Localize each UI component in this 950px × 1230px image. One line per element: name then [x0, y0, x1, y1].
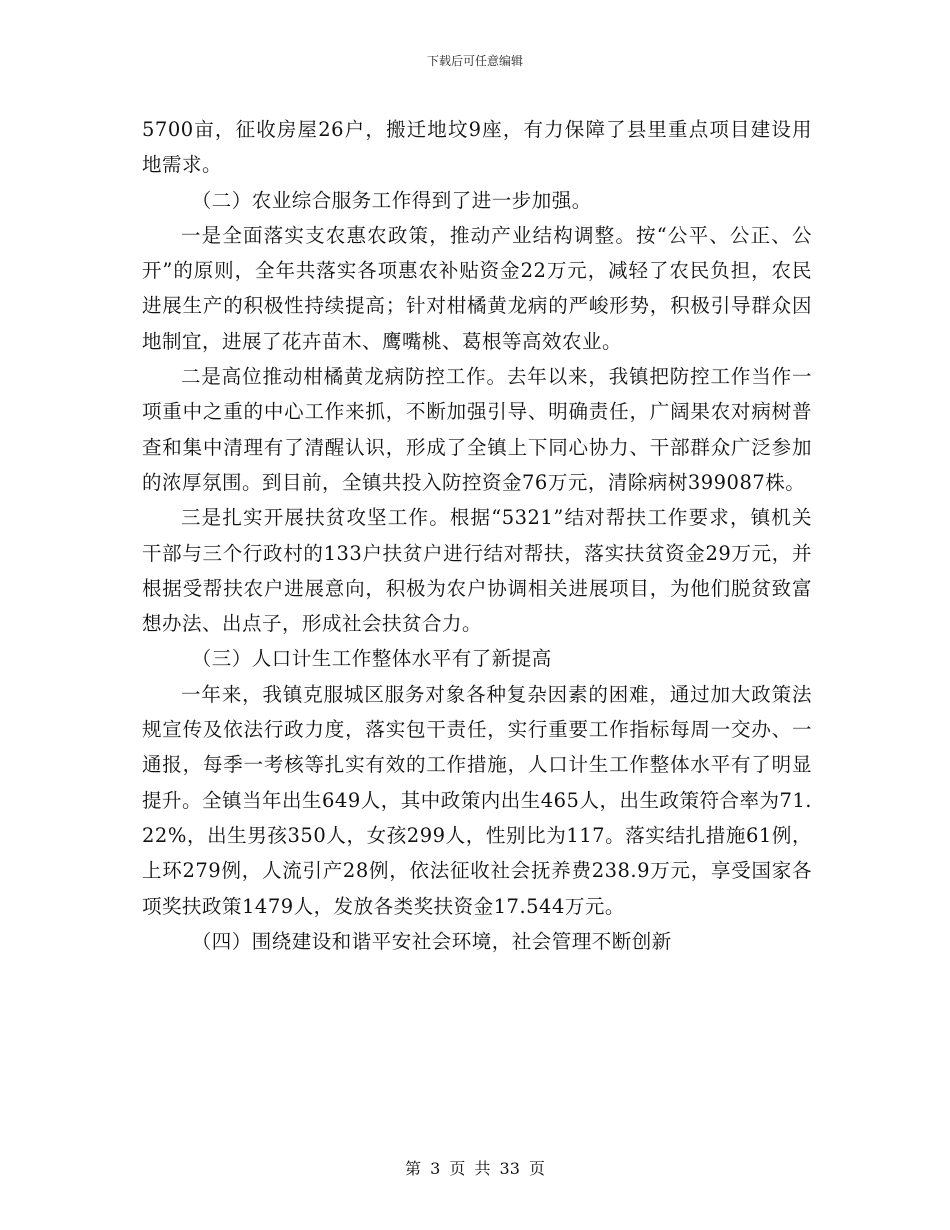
paragraph-citrus-disease: 二是高位推动柑橘黄龙病防控工作。去年以来，我镇把防控工作当作一项重中之重的中心工作来抓，不断加强引导、明确责任，广阔果农对病树普查和集中清理有了清醒认识，形成了全镇上下同心协力、干部群众广泛参加的浓厚氛围。到目前，全镇共投入防控资金76万元，清除病树399087株。 — [142, 365, 812, 494]
section-heading-4: （四）围绕建设和谐平安社会环境，社会管理不断创新 — [191, 929, 672, 953]
page-number: 第 3 页 共 33 页 — [405, 1159, 545, 1178]
page-header — [0, 52, 950, 69]
paragraph-continuation: 5700亩，征收房屋26户，搬迁地坟9座，有力保障了县里重点项目建设用地需求。 — [142, 118, 812, 177]
page-footer — [0, 1156, 950, 1179]
document-body — [142, 112, 812, 959]
section-heading-3: （三）人口计生工作整体水平有了新提高 — [191, 647, 552, 671]
download-note: 下载后可任意编辑 — [426, 54, 523, 68]
paragraph-poverty-relief: 三是扎实开展扶贫攻坚工作。根据“5321”结对帮扶工作要求，镇机关干部与三个行政村的133户扶贫户进行结对帮扶，落实扶贫资金29万元，并根据受帮扶农户进展意向，积极为农户协调相关进展项目，为他们脱贫致富想办法、出点子，形成社会扶贫合力。 — [142, 506, 812, 636]
section-heading-2: （二）农业综合服务工作得到了进一步加强。 — [191, 188, 592, 212]
paragraph-agri-policy: 一是全面落实支农惠农政策，推动产业结构调整。按“公平、公正、公开”的原则，全年共落实各项惠农补贴资金22万元，减轻了农民负担，农民进展生产的积极性持续提高；针对柑橘黄龙病的严峻形势，积极引导群众因地制宜，进展了花卉苗木、鹰嘴桃、葛根等高效农业。 — [142, 223, 812, 353]
paragraph-family-planning: 一年来，我镇克服城区服务对象各种复杂因素的困难，通过加大政策法规宣传及依法行政力度，落实包干责任，实行重要工作指标每周一交办、一通报，每季一考核等扎实有效的工作措施，人口计生工作整体水平有了明显提升。全镇当年出生649人，其中政策内出生465人，出生政策符合率为71.22%，出生男孩350人，女孩299人，性别比为117。落实结扎措施61例，上环279例，人流引产28例，依法征收社会抚养费238.9万元，享受国家各项奖扶政策1479人，发放各类奖扶资金17.544万元。 — [142, 682, 812, 918]
